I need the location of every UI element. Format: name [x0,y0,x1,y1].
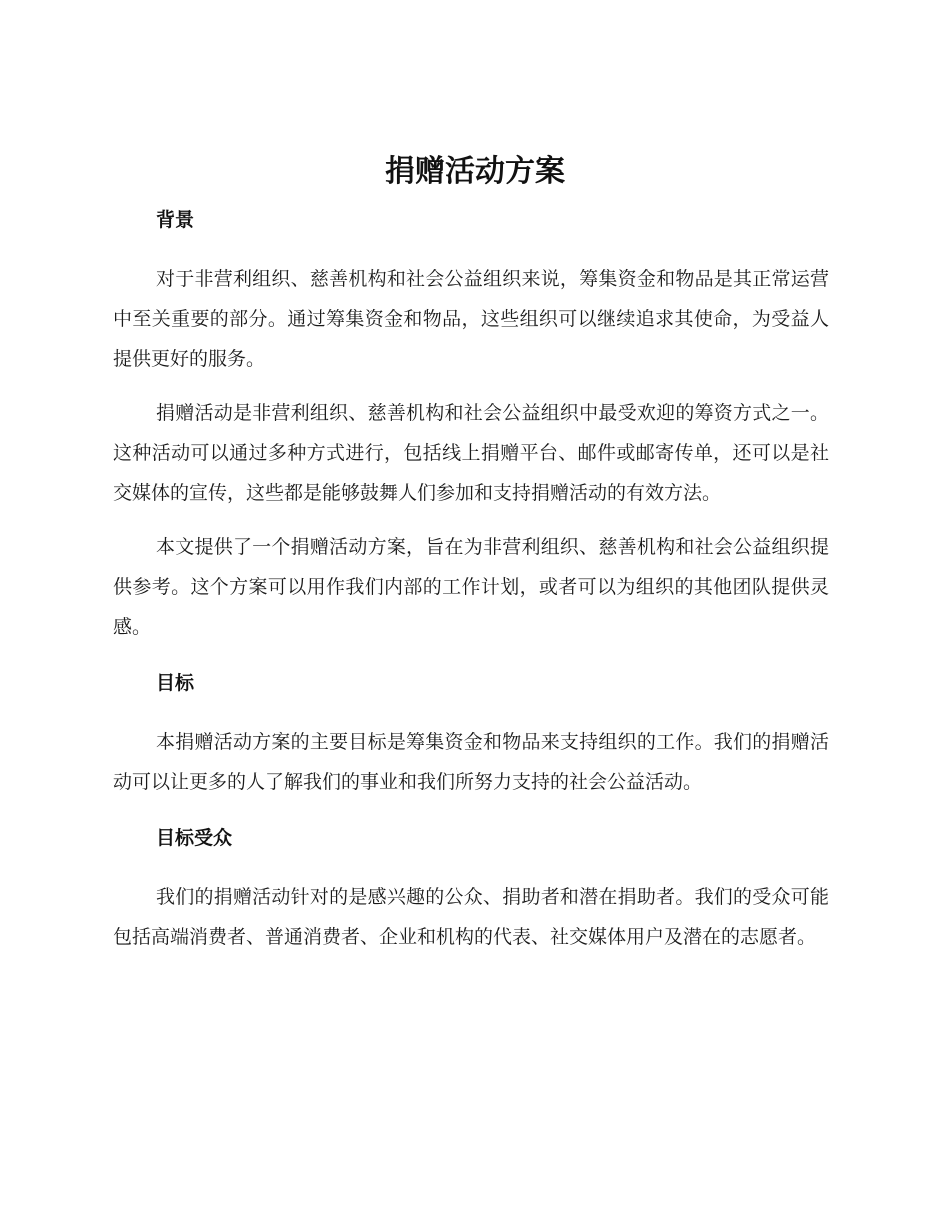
goals-paragraph-1: 本捐赠活动方案的主要目标是筹集资金和物品来支持组织的工作。我们的捐赠活动可以让更多的人了解我们的事业和我们所努力支持的社会公益活动。 [113,731,829,793]
section-heading-goals: 目标 [156,672,195,694]
section-heading-audience: 目标受众 [156,827,233,849]
background-paragraph-2: 捐赠活动是非营利组织、慈善机构和社会公益组织中最受欢迎的筹资方式之一。这种活动可以通过多种方式进行，包括线上捐赠平台、邮件或邮寄传单，还可以是社交媒体的宣传，这些都是能够鼓舞人们参加和支持捐赠活动的有效方法。 [113,402,829,504]
document-title: 捐赠活动方案 [385,154,565,189]
section-heading-background: 背景 [156,209,195,231]
document-body [113,204,829,957]
background-paragraph-3: 本文提供了一个捐赠活动方案，旨在为非营利组织、慈善机构和社会公益组织提供参考。这个方案可以用作我们内部的工作计划，或者可以为组织的其他团队提供灵感。 [113,536,829,638]
audience-paragraph-1: 我们的捐赠活动针对的是感兴趣的公众、捐助者和潜在捐助者。我们的受众可能包括高端消费者、普通消费者、企业和机构的代表、社交媒体用户及潜在的志愿者。 [113,886,829,948]
background-paragraph-1: 对于非营利组织、慈善机构和社会公益组织来说，筹集资金和物品是其正常运营中至关重要的部分。通过筹集资金和物品，这些组织可以继续追求其使命，为受益人提供更好的服务。 [113,268,829,370]
